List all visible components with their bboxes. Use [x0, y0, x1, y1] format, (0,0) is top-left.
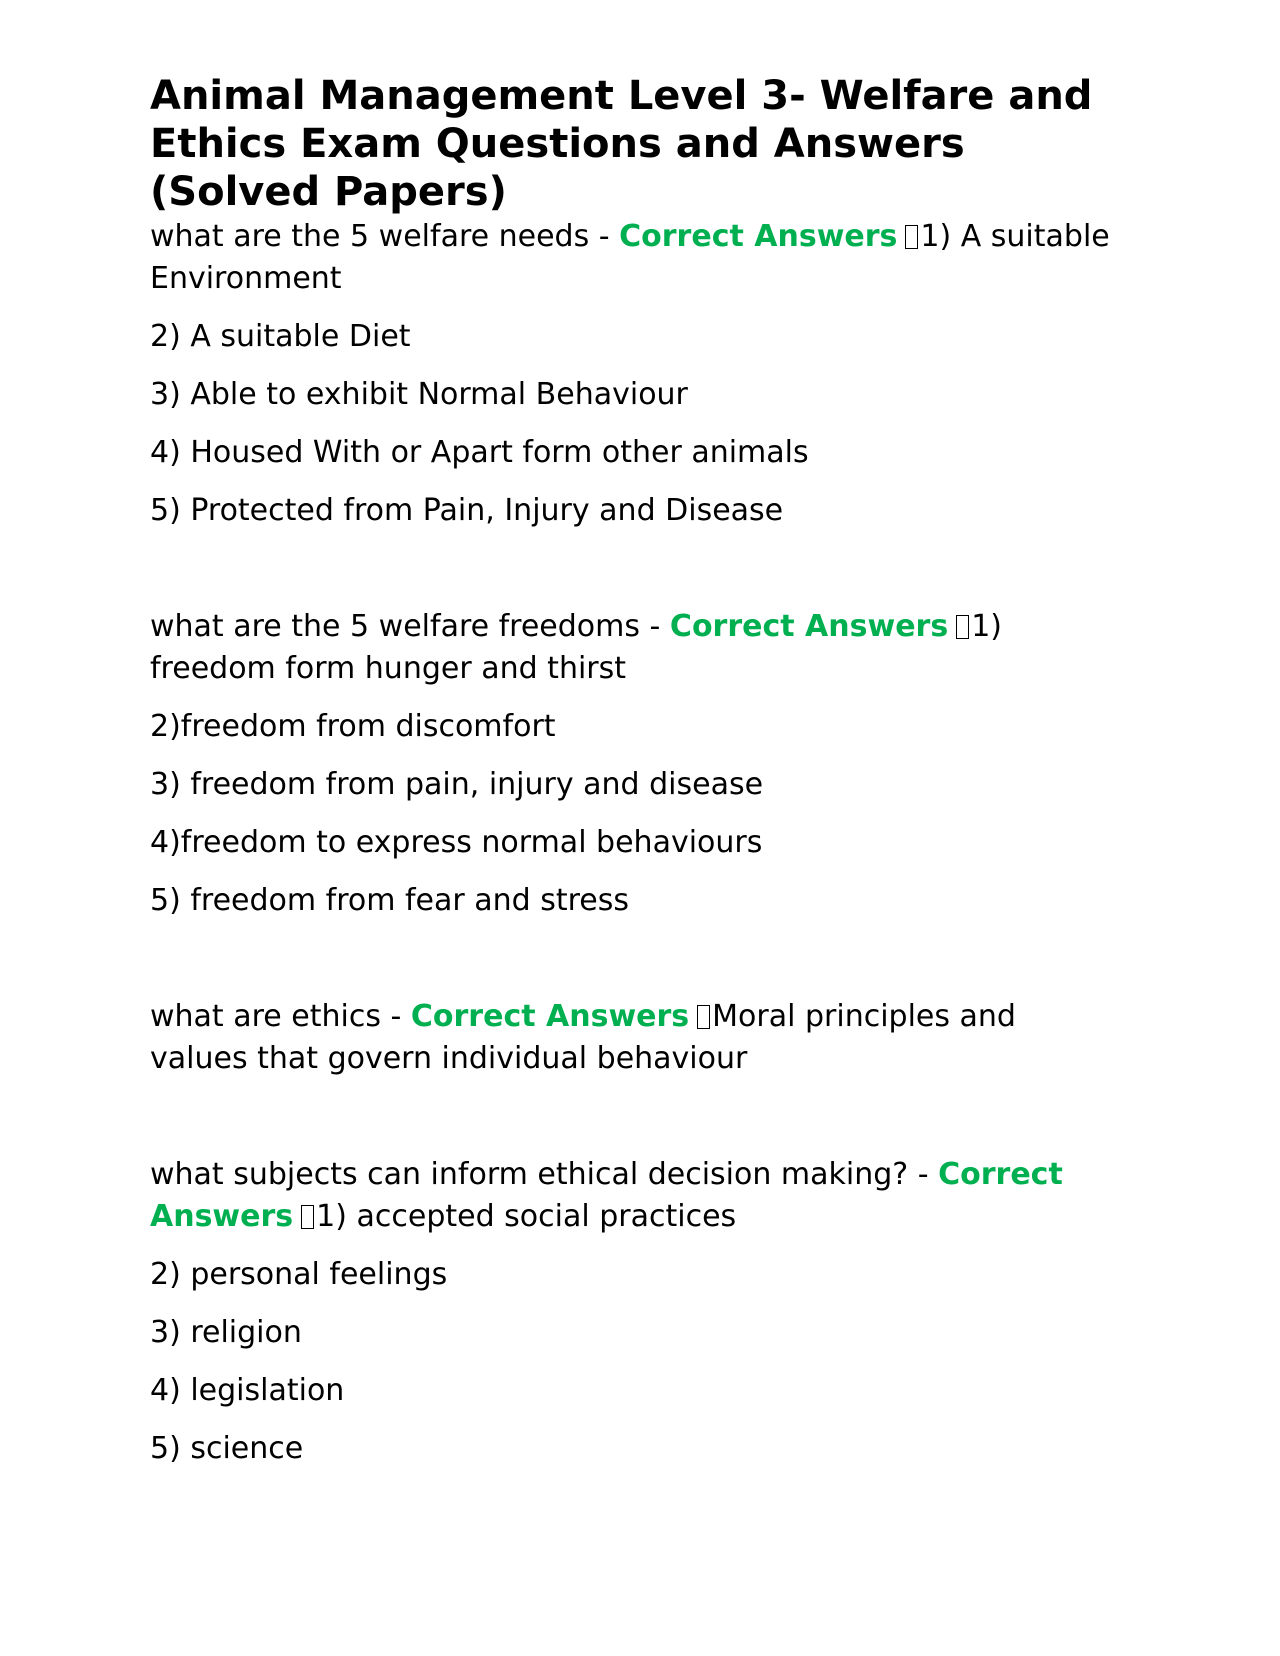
answer-item: 4) legislation	[150, 1373, 345, 1408]
qa-block-welfare-needs	[150, 216, 1120, 532]
answer-item: 3) freedom from pain, injury and disease	[150, 767, 764, 802]
answer-item: 4) Housed With or Apart form other animals	[150, 435, 809, 470]
answer-text: Moral principles and values that govern individual behaviour	[150, 999, 1016, 1076]
answer-item: 3) religion	[150, 1315, 302, 1350]
qa-block-ethics	[150, 996, 1120, 1080]
correct-answers-label: Correct Answers	[619, 219, 898, 254]
missing-glyph-icon	[956, 615, 969, 639]
answer-item: 5) Protected from Pain, Injury and Disease	[150, 493, 784, 528]
document-page	[150, 72, 1120, 1470]
answer-text: 1) accepted social practices	[316, 1199, 737, 1234]
question-text: what are the 5 welfare needs -	[150, 219, 620, 254]
answer-text: 1) freedom form hunger and thirst	[150, 609, 1002, 686]
answer-text: 1) A suitable Environment	[150, 219, 1110, 296]
correct-answers-label: Correct Answers	[150, 1157, 1063, 1234]
question-text: what are the 5 welfare freedoms -	[150, 609, 670, 644]
question	[150, 1154, 1120, 1238]
question	[150, 216, 1120, 300]
answer-item: 5) science	[150, 1431, 304, 1466]
answer-item: 4)freedom to express normal behaviours	[150, 825, 763, 860]
correct-answers-label: Correct Answers	[410, 999, 690, 1034]
correct-answers-label: Correct Answers	[669, 609, 949, 644]
answer-item: 2) personal feelings	[150, 1257, 448, 1292]
answer-item: 2)freedom from discomfort	[150, 709, 556, 744]
document-title: Animal Management Level 3- Welfare and Ethics Exam Questions and Answers (Solved Papers)	[150, 73, 1093, 215]
question-text: what subjects can inform ethical decision making? -	[150, 1157, 939, 1192]
missing-glyph-icon	[905, 225, 918, 249]
answer-item: 2) A suitable Diet	[150, 319, 411, 354]
answer-item: 3) Able to exhibit Normal Behaviour	[150, 377, 688, 412]
question-text: what are ethics -	[150, 999, 411, 1034]
qa-block-welfare-freedoms	[150, 606, 1120, 922]
qa-block-ethical-decision-making	[150, 1154, 1120, 1470]
missing-glyph-icon	[301, 1205, 314, 1229]
answer-item: 5) freedom from fear and stress	[150, 883, 630, 918]
missing-glyph-icon	[697, 1005, 710, 1029]
question	[150, 606, 1120, 690]
question	[150, 996, 1120, 1080]
